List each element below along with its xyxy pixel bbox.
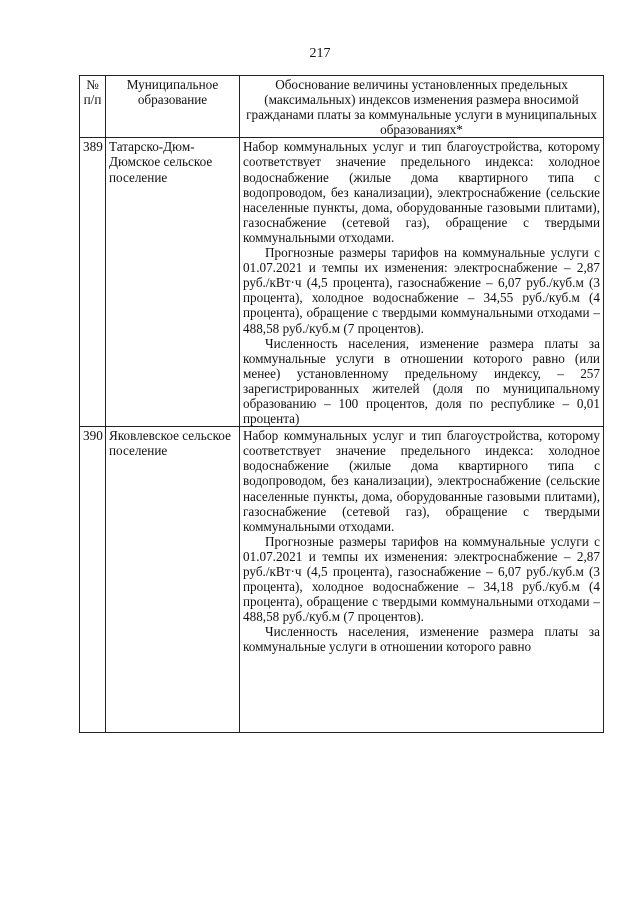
row-number: 390 bbox=[80, 427, 106, 733]
header-number: № п/п bbox=[80, 76, 106, 138]
justification-paragraph: Набор коммунальных услуг и тип благоустройства, которому соответствует значение предельного индекса: холодное водоснабжение (жилые дома квартирного типа с водопроводом, без канализации), электроснабжение (сельские населенные пункты, дома, оборудованные газовыми плитами), газоснабжение (сетевой газ), обращение с твердыми коммунальными отходами. bbox=[243, 428, 600, 534]
header-municipality: Муниципальное образование bbox=[106, 76, 240, 138]
table-row bbox=[80, 427, 604, 733]
justification-paragraph: Численность населения, изменение размера платы за коммунальные услуги в отношении которого равно bbox=[243, 624, 600, 655]
header-justification: Обоснование величины установленных предельных (максимальных) индексов изменения размера вносимой гражданами платы за коммунальные услуги в муниципальных образованиях* bbox=[240, 76, 604, 138]
row-number: 389 bbox=[80, 138, 106, 427]
tariff-index-table bbox=[79, 75, 604, 733]
table-header-row bbox=[80, 76, 604, 138]
row-justification bbox=[240, 138, 604, 427]
justification-paragraph: Набор коммунальных услуг и тип благоустройства, которому соответствует значение предельного индекса: холодное водоснабжение (жилые дома квартирного типа с водопроводом, без канализации), электроснабжение (сельские населенные пункты, дома, оборудованные газовыми плитами), газоснабжение (сетевой газ), обращение с твердыми коммунальными отходами. bbox=[243, 139, 600, 245]
justification-paragraph: Прогнозные размеры тарифов на коммунальные услуги с 01.07.2021 и темпы их изменения: электроснабжение – 2,87 руб./кВт·ч (4,5 процента), газоснабжение – 6,07 руб./куб.м (3 процента), холодное водоснабжение – 34,18 руб./куб.м (4 процента), обращение с твердыми коммунальными отходами – 488,58 руб./куб.м (7 процентов). bbox=[243, 533, 600, 625]
justification-paragraph: Прогнозные размеры тарифов на коммунальные услуги с 01.07.2021 и темпы их изменения: электроснабжение – 2,87 руб./кВт·ч (4,5 процента), газоснабжение – 6,07 руб./куб.м (3 процента), холодное водоснабжение – 34,55 руб./куб.м (4 процента), обращение с твердыми коммунальными отходами – 488,58 руб./куб.м (7 процентов). bbox=[243, 245, 600, 336]
row-municipality: Яковлевское сельское поселение bbox=[106, 427, 240, 733]
page-number: 217 bbox=[309, 46, 331, 61]
justification-paragraph: Численность населения, изменение размера платы за коммунальные услуги в отношении которого равно (или менее) установленному предельному индексу, – 257 зарегистрированных жителей (доля по муниципальному образованию – 100 процентов, доля по республике – 0,01 процента) bbox=[243, 335, 600, 427]
row-municipality: Татарско-Дюм-Дюмское сельское поселение bbox=[106, 138, 240, 427]
table-row bbox=[80, 138, 604, 427]
row-justification bbox=[240, 427, 604, 733]
